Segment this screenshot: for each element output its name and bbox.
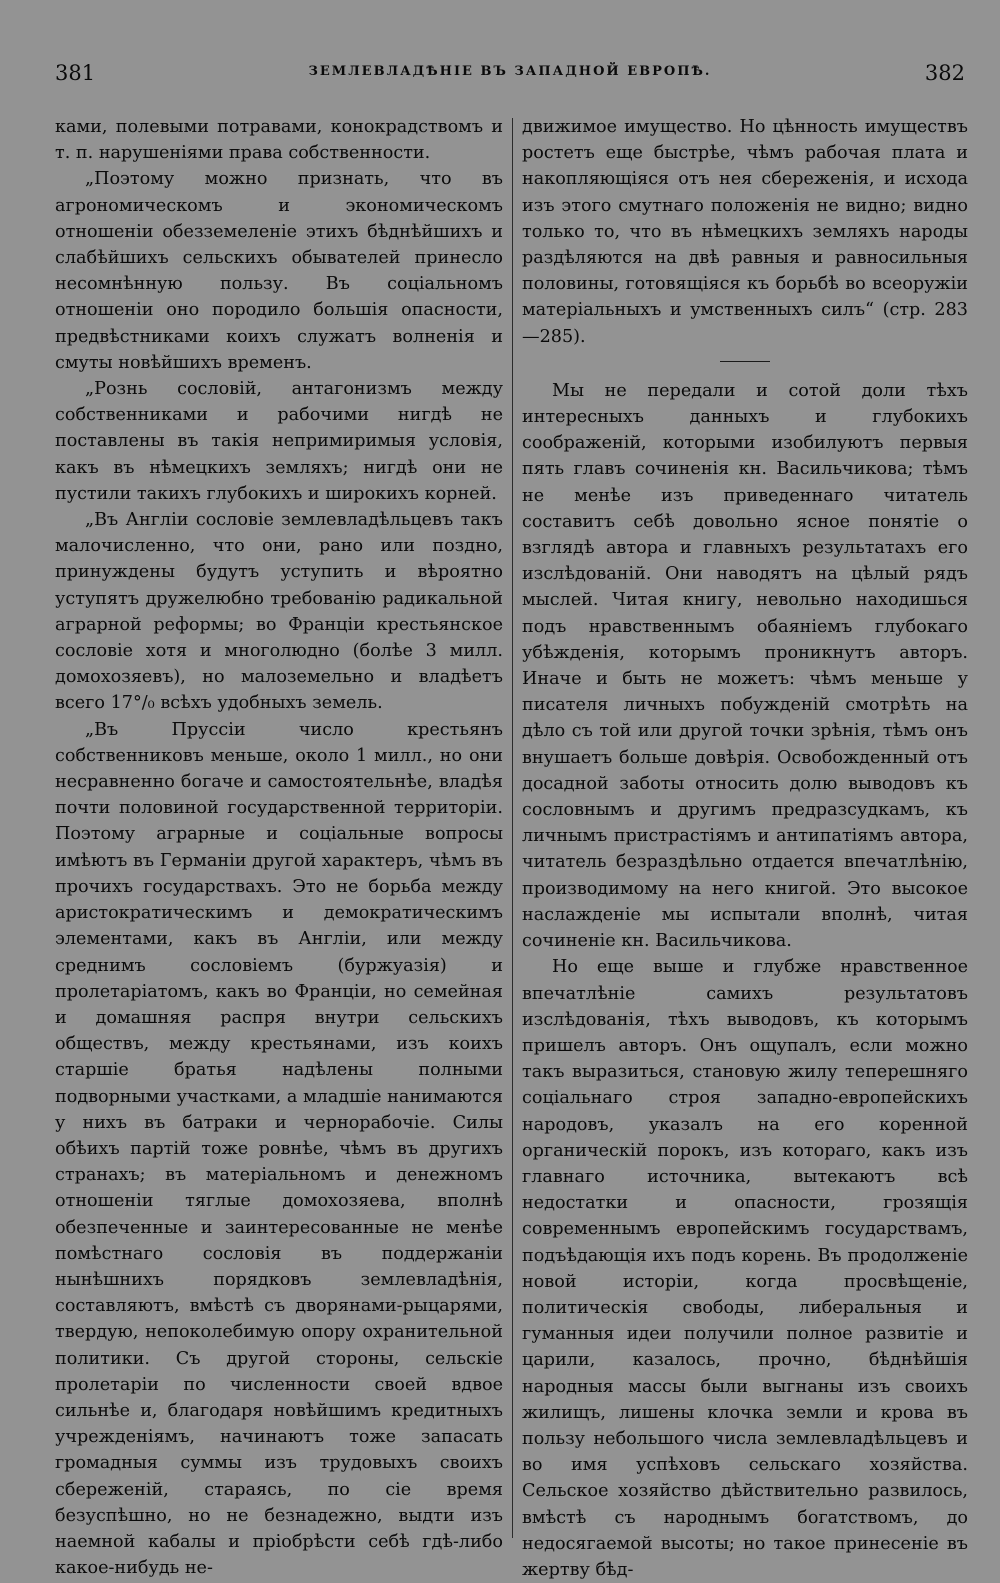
paragraph: „Въ Англіи сословіе землевладѣльцевъ такъ малочисленно, что они, рано или поздно, принуждены будутъ уступить и вѣроятно уступятъ дружелюбно требованію радикальной аграрной реформы; во Франціи крестьянское сословіе хотя и многолюдно (болѣе 3 милл. домохозяевъ), но малоземельно и владѣетъ всего 17°/₀ всѣхъ удобныхъ земель. <box>55 510 503 714</box>
paragraph: Но еще выше и глубже нравственное впечатлѣніе самихъ результатовъ изслѣдованія, тѣхъ выводовъ, къ которымъ пришелъ авторъ. Онъ ощупалъ, если можно такъ выразиться, становую жилу теперешняго соціальнаго строя западно-европейскихъ народовъ, указалъ на его коренной органическій порокъ, изъ котораго, какъ изъ главнаго источника, вытекаютъ всѣ недостатки и опасности, грозящія современнымъ европейскимъ государствамъ, подъѣдающія ихъ подъ корень. Въ продолженіе новой исторіи, когда просвѣщеніе, политическія свободы, либеральныя и гуманныя идеи получили полное развитіе и царили, казалось, прочно, бѣднѣйшія народныя массы были выгнаны изъ своихъ жилищъ, лишены клочка земли и крова въ пользу небольшого числа землевладѣльцевъ и во имя успѣховъ сельскаго хозяйства. Сельское хозяйство дѣйствительно развилось, вмѣстѣ съ народнымъ богатствомъ, до недосягаемой высоты; но такое принесеніе въ жертву бѣд- <box>522 957 968 1580</box>
left-page-number: 381 <box>55 61 96 85</box>
left-column <box>55 114 503 1581</box>
paragraph: ками, полевыми потравами, конокрадствомъ и т. п. нарушеніями права собственности. <box>55 117 503 164</box>
paragraph: Мы не передали и сотой доли тѣхъ интересныхъ данныхъ и глубокихъ соображеній, которыми изобилуютъ первыя пять главъ сочиненія кн. Васильчикова; тѣмъ не менѣе изъ приведеннаго читатель составитъ себѣ довольно ясное понятіе о взглядѣ автора и главныхъ результатахъ его изслѣдованій. Они наводятъ на цѣлый рядъ мыслей. Читая книгу, невольно находишься подъ нравственнымъ обаяніемъ глубокаго убѣжденія, которымъ проникнутъ авторъ. Иначе и быть не можетъ: чѣмъ меньше у писателя личныхъ побужденій смотрѣть на дѣло съ той или другой точки зрѣнія, тѣмъ онъ внушаетъ больше довѣрія. Освобожденный отъ досадной заботы относить долю выводовъ къ сословнымъ и другимъ предразсудкамъ, къ личнымъ пристрастіямъ и антипатіямъ автора, читатель безраздѣльно отдается впечатлѣнію, производимому на него книгой. Это высокое наслажденіе мы испытали вполнѣ, читая сочиненіе кн. Васильчикова. <box>522 380 968 952</box>
paragraph: „Въ Пруссіи число крестьянъ собственниковъ меньше, около 1 милл., но они несравненно богаче и самостоятельнѣе, владѣя почти половиной государственной территоріи. Поэтому аграрные и соціальные вопросы имѣютъ въ Германіи другой характеръ, чѣмъ въ прочихъ государствахъ. Это не борьба между аристократическимъ и демократическимъ элементами, какъ въ Англіи, или между среднимъ сословіемъ (буржуазія) и пролетаріатомъ, какъ во Франціи, но семейная и домашняя распря внутри сельскихъ обществъ, между крестьянами, изъ коихъ старшіе братья надѣлены полными подворными участками, а младшіе нанимаются у нихъ въ батраки и чернорабочіе. Силы обѣихъ партій тоже ровнѣе, чѣмъ въ другихъ странахъ; въ матеріальномъ и денежномъ отношеніи тяглые домохозяева, вполнѣ обезпеченные и заинтересованные не менѣе помѣстнаго сословія въ поддержаніи нынѣшнихъ порядковъ землевладѣнія, составляютъ, вмѣстѣ съ дворянами-рыцарями, твердую, непоколебимую опору охранительной политики. Съ другой стороны, сельскіе пролетаріи по численности своей вдвое сильнѣе и, благодаря новѣйшимъ кредитныхъ учрежденіямъ, начинаютъ тоже запасать громадныя суммы изъ трудовыхъ своихъ сбереженій, стараясь, по сіе время безуспѣшно, но не безнадежно, выдти изъ наемной кабалы и пріобрѣсти себѣ гдѣ-либо какое-нибудь не- <box>55 719 503 1579</box>
section-separator <box>720 361 770 362</box>
column-divider <box>512 118 513 1538</box>
running-title: ЗЕМЛЕВЛАДѢНІЕ ВЪ ЗАПАДНОЙ ЕВРОПѢ. <box>308 64 712 79</box>
right-page-number: 382 <box>924 61 965 85</box>
paragraph: „Рознь сословій, антагонизмъ между собственниками и рабочими нигдѣ не поставлены въ такія непримиримыя условія, какъ въ нѣмецкихъ земляхъ; нигдѣ они не пустили такихъ глубокихъ и широкихъ корней. <box>55 379 503 504</box>
paragraph: „Поэтому можно признать, что въ агрономическомъ и экономическомъ отношеніи обезземеленіе этихъ бѣднѣйшихъ и слабѣйшихъ сельскихъ обывателей принесло несомнѣнную пользу. Въ соціальномъ отношеніи оно породило большія опасности, предвѣстниками коихъ служатъ волненія и смуты новѣйшихъ временъ. <box>55 169 503 373</box>
page-header <box>55 58 965 94</box>
quote-continuation: движимое имущество. Но цѣнность имуществъ ростетъ еще быстрѣе, чѣмъ рабочая плата и накопляющіяся отъ нея сбереженія, и исхода изъ этого смутнаго положенія не видно; видно только то, что въ нѣмецкихъ земляхъ народы раздѣляются на двѣ равныя и равносильныя половины, готовящіяся къ борьбѣ во всеоружіи матеріальныхъ и умственныхъ силъ“ (стр. 283—285). <box>522 117 968 347</box>
right-column <box>522 114 968 1583</box>
